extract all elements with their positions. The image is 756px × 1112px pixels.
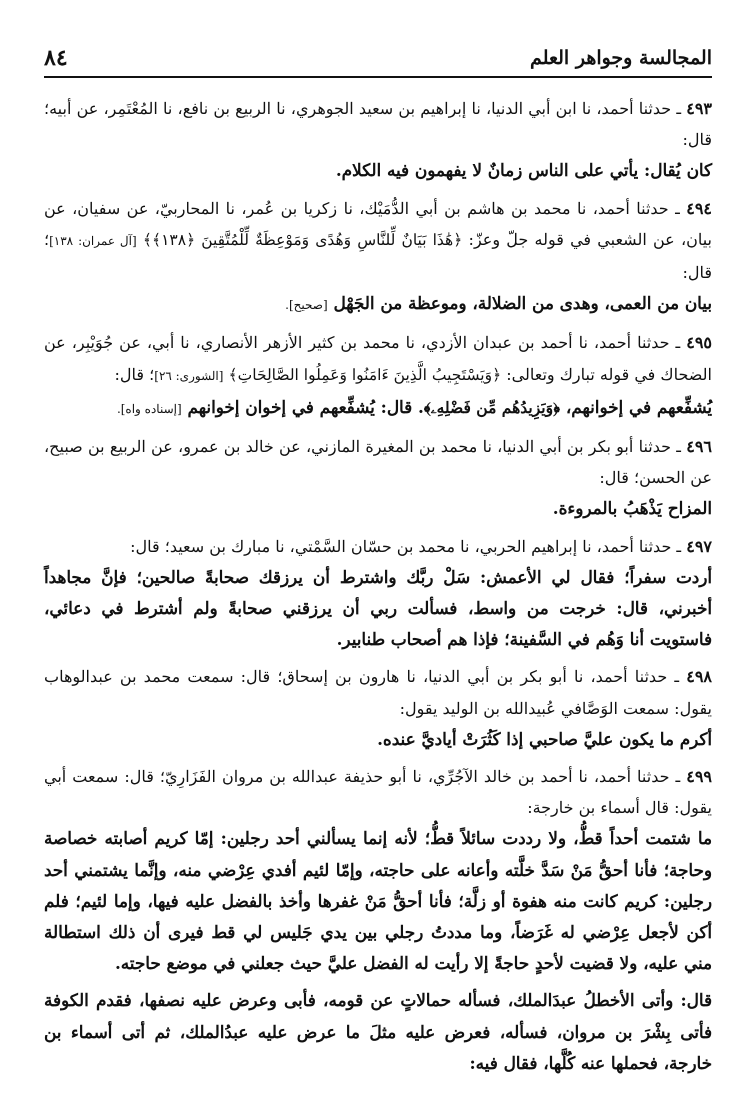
- hadith-number: ٤٩٦: [686, 437, 712, 457]
- hadith-number: ٤٩٨: [686, 667, 713, 687]
- isnad-text: ـ حدثنا أحمد، نا إبراهيم الحربي، نا محمد بن حسّان السَّمْتي، نا مبارك بن سعيد؛ قال:: [130, 536, 682, 556]
- isnad-text: ـ حدثنا أبو بكر بن أبي الدنيا، نا محمد بن المغيرة المازني، عن خالد بن عمرو، عن الربيع بن صبيح، عن الحسن؛ قال:: [44, 437, 712, 488]
- quran-verse: ﴿هَٰذَا بَيَانٌ لِّلنَّاسِ وَهُدًى وَمَوْعِظَةٌ لِّلْمُتَّقِينَ ﴿١٣٨﴾﴾: [142, 230, 463, 249]
- isnad-text: ـ حدثنا أحمد، نا أبو بكر بن أبي الدنيا، نا هارون بن إسحاق؛ قال: سمعت محمد بن عبدالوهاب يقول: سمعت الوَصَّافي عُبيدالله بن الوليد يقول:: [44, 667, 712, 718]
- isnad-continuation: ؛ قال:: [114, 364, 155, 384]
- quran-verse: ﴿وَيَزِيدُهُم مِّن فَضْلِهِۦ﴾: [423, 397, 560, 417]
- quran-verse: ﴿وَيَسْتَجِيبُ الَّذِينَ ءَامَنُوا وَعَمِلُوا الصَّالِحَاتِ﴾: [228, 365, 502, 384]
- hadith-number: ٤٩٥: [686, 333, 712, 353]
- page-body: [44, 93, 712, 1079]
- hadith-494-matn: [44, 288, 712, 321]
- hadith-497-matn: أردت سفراً؛ فقال لي الأعمش: سَلْ ربَّك واشترط أن يرزقك صحابةً صالحين؛ فإنَّ مجاهداً أخبرني، قال: خرجت من واسط، فسألت ربي أن يرزقني صحابةً ولم أشترط في دعائي، فاستويت أنا وَهُم في السَّفينة؛ فإذا هم أصحاب طنابير.: [44, 566, 712, 650]
- hadith-496-matn: المزاح يَذْهَبُ بالمروءة.: [552, 498, 712, 519]
- hadith-498-matn: أكرم ما يكون عليَّ صاحبي إذا كَثُرَتْ أياديَّ عنده.: [377, 728, 712, 749]
- matn-text: يُشفِّعهم في إخوانهم،: [565, 396, 712, 417]
- verse-reference: [الشورى: ٢٦]: [154, 368, 224, 383]
- hadith-499-continuation: قال: وأتى الأخطلُ عبدَالملك، فسأله حمالاتٍ عن قومه، فأبى وعرض عليه نصفها، فقدم الكوفة فأتى بِشْرَ بن مروان، فسأله، فعرض عليه مثلَ ما عرض عليه عبدُالملك، ثم أتى أسماء بن خارجة، فحملها عنه كُلَّها، فقال فيه:: [44, 990, 712, 1073]
- hadith-495-isnad: [44, 327, 712, 391]
- isnad-text: ـ حدثنا أحمد، نا أحمد بن عبدان الأزدي، نا محمد بن كثير الأزهر الأنصاري، نا أبي، عن جُوَيْبِر، عن الضحاك في قوله تبارك وتعالى:: [44, 333, 712, 384]
- hadith-498-isnad: [44, 661, 712, 723]
- running-header: [44, 40, 712, 78]
- hadith-number: ٤٩٧: [686, 536, 712, 556]
- hadith-496-isnad: [44, 431, 712, 493]
- hadith-493-matn: كان يُقال: يأتي على الناس زمانٌ لا يفهمون فيه الكلام.: [335, 160, 712, 181]
- hadith-499-isnad: [44, 761, 712, 823]
- matn-text: . قال: يُشفِّعهم في إخوان إخوانهم: [187, 396, 424, 417]
- hadith-number: ٤٩٣: [686, 99, 712, 118]
- isnad-continuation: ؛ قال:: [44, 229, 712, 283]
- hadith-number: ٤٩٤: [686, 198, 713, 218]
- matn-text: بيان من العمى، وهدى من الضلالة، وموعظة من الجَهْل: [333, 293, 712, 314]
- hadith-493-isnad: [44, 93, 712, 155]
- grading-note: [صحيح].: [285, 298, 328, 313]
- hadith-number: ٤٩٩: [686, 767, 712, 787]
- isnad-text: ـ حدثنا أحمد، نا أحمد بن خالد الآجُرِّي، نا أبو حذيفة عبدالله بن مروان الفَزَارِيّ؛ قال: سمعت أبي يقول: قال أسماء بن خارجة:: [44, 767, 712, 818]
- hadith-495-matn: [44, 392, 712, 425]
- hadith-499-matn: ما شتمت أحداً قطُّ، ولا رددت سائلاً قطُّ؛ لأنه إنما يسألني أحد رجلين: إمّا كريم أصابته خصاصة وحاجة؛ فأنا أحقُّ مَنْ سَدَّ خلَّته وأعانه على حاجته، وإمّا لئيم أفدي عِرْضي منه، وإنَّما يشتمني أحد رجلين: كريم كانت منه هفوة أو زلَّة؛ فأنا أحقُّ مَنْ غفرها وأخذ بالفضل عليه فيها، وإما لئيم؛ فلم أكن لأجعل عِرْضي له غَرَضاً، وما مددتُ رجلي بين يدي جَليس لي قط فيرى أن ذلك استطالة مني عليه، ولا قضيت لأحدٍ حاجةً إلا رأيت له الفضل عليَّ حيث جعلني في موضع حاجته.: [44, 828, 712, 974]
- verse-reference: [آل عمران: ١٣٨]: [49, 233, 137, 248]
- book-title: المجالسة وجواهر العلم: [530, 47, 712, 69]
- isnad-text: ـ حدثنا أحمد، نا محمد بن هاشم بن أبي الدُّمَيْك، نا زكريا بن عُمر، نا المحاربيّ، عن سفيان، عن بيان، عن الشعبي في قوله جلّ وعزّ:: [44, 198, 713, 249]
- page-number: ٨٤: [44, 45, 68, 71]
- hadith-497-isnad: [44, 531, 712, 562]
- grading-note: [إسناده واه].: [116, 401, 182, 416]
- isnad-text: ـ حدثنا أحمد، نا ابن أبي الدنيا، نا إبراهيم بن سعيد الجوهري، نا الربيع بن نافع، نا المُعْتَمِر، عن أبيه؛ قال:: [44, 99, 712, 150]
- hadith-494-isnad: [44, 193, 712, 289]
